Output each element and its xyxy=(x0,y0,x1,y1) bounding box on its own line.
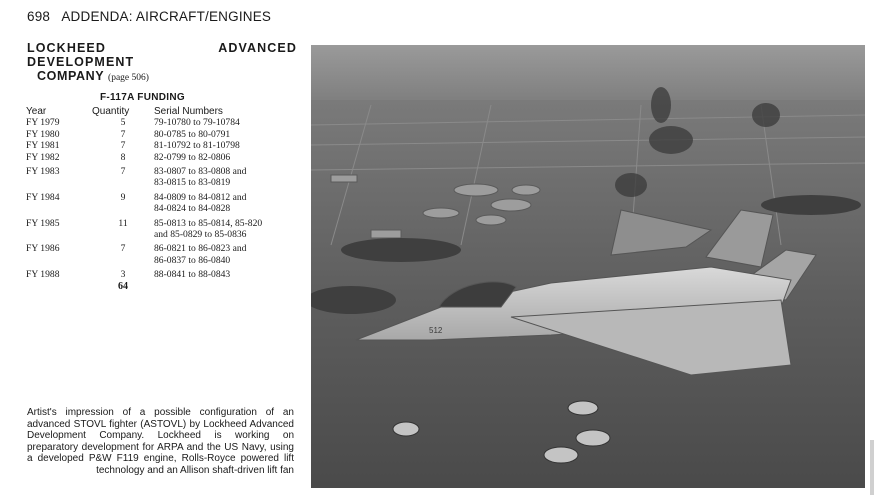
cell-serial-numbers: 88-0841 to 88-0843 xyxy=(154,269,231,281)
table-header-row xyxy=(26,106,324,117)
cell-serial-numbers: 82-0799 to 82-0806 xyxy=(154,151,231,163)
caption-line: Advanced Development Company. Lockheed is xyxy=(27,418,294,442)
cell-empty xyxy=(154,281,324,292)
cell-serial-numbers: 83-0815 to 83-0819 xyxy=(154,177,231,189)
cell-serial-numbers: 85-0813 to 85-0814, 85-820 xyxy=(154,217,263,229)
table-row xyxy=(26,140,324,151)
cell-year: FY 1985 xyxy=(26,217,60,229)
cell-year: FY 1986 xyxy=(26,243,60,255)
cell-quantity: 11 xyxy=(118,217,128,229)
aircraft-illustration xyxy=(311,45,865,488)
cell-year: FY 1988 xyxy=(26,269,60,281)
table-row xyxy=(26,129,324,140)
company-heading xyxy=(27,41,297,85)
cell-quantity: 7 xyxy=(120,128,126,140)
cell-year: FY 1983 xyxy=(26,166,60,178)
caption-line: Rolls-Royce powered lift technology and an Allison xyxy=(96,453,294,476)
table-row xyxy=(26,266,324,280)
page-number: 698 xyxy=(27,9,51,24)
cell-year xyxy=(26,177,92,188)
cell-year xyxy=(26,229,92,240)
funding-table xyxy=(26,106,324,292)
cell-serial-numbers: 83-0807 to 83-0808 and xyxy=(154,166,247,178)
table-row xyxy=(26,240,324,254)
cell-quantity: 7 xyxy=(120,243,126,255)
cell-year: FY 1979 xyxy=(26,117,60,129)
table-title: F-117A FUNDING xyxy=(100,92,185,103)
table-row xyxy=(26,189,324,203)
funding-table-body xyxy=(26,117,324,292)
photo-caption xyxy=(27,407,294,477)
cell-serial-numbers: and 85-0829 to 85-0836 xyxy=(154,229,247,241)
haze-sky xyxy=(311,45,865,105)
cell-serial-numbers: 84-0809 to 84-0812 and xyxy=(154,191,247,203)
page-header xyxy=(27,9,271,24)
company-name-line1: LOCKHEED ADVANCED DEVELOPMENT xyxy=(27,41,297,69)
total-row xyxy=(26,281,324,292)
cell-quantity: 8 xyxy=(120,151,126,163)
page-edge-shadow xyxy=(870,440,874,495)
caption-line: the US Navy, using a developed P&W F119 engine, xyxy=(27,441,294,465)
table-row xyxy=(26,229,324,240)
table-row xyxy=(26,117,324,128)
cell-year xyxy=(26,255,92,266)
caption-line: advanced STOVL fighter (ASTOVL) by Lockheed xyxy=(27,418,247,430)
company-name-line2: COMPANY xyxy=(37,69,104,83)
cell-quantity: 3 xyxy=(120,269,126,281)
table-row xyxy=(26,215,324,229)
cell-quantity: 7 xyxy=(120,140,126,152)
header-quantity: Quantity xyxy=(92,106,130,117)
header-serial-numbers: Serial Numbers xyxy=(154,106,223,117)
cell-serial-numbers: 79-10780 to 79-10784 xyxy=(154,117,240,129)
cell-year xyxy=(26,203,92,214)
header-year: Year xyxy=(26,106,47,117)
cell-empty xyxy=(26,281,92,292)
cell-quantity xyxy=(92,255,154,266)
caption-line: shaft-driven lift fan xyxy=(212,464,294,476)
cell-quantity: 5 xyxy=(120,117,126,129)
table-row xyxy=(26,255,324,266)
cell-quantity xyxy=(92,229,154,240)
cell-quantity xyxy=(92,177,154,188)
table-row xyxy=(26,163,324,177)
aircraft-marking: 512 xyxy=(429,326,443,335)
cell-serial-numbers: 86-0821 to 86-0823 and xyxy=(154,243,247,255)
cell-serial-numbers: 84-0824 to 84-0828 xyxy=(154,203,231,215)
section-title: ADDENDA: AIRCRAFT/ENGINES xyxy=(61,9,272,24)
caption-line: Artist's impression of a possible configuration of an xyxy=(27,407,294,418)
cell-year: FY 1981 xyxy=(26,140,60,152)
table-row xyxy=(26,203,324,214)
page-reference: (page 506) xyxy=(108,73,149,83)
caption-line: working on preparatory development for ARPA and xyxy=(27,430,295,453)
cell-serial-numbers: 80-0785 to 80-0791 xyxy=(154,128,231,140)
cell-year: FY 1984 xyxy=(26,191,60,203)
cell-quantity: 7 xyxy=(120,166,126,178)
table-row xyxy=(26,152,324,163)
aircraft-photo xyxy=(311,45,865,488)
company-name-line2-wrap xyxy=(27,69,297,85)
total-quantity: 64 xyxy=(118,280,128,292)
cell-year: FY 1980 xyxy=(26,128,60,140)
cell-serial-numbers: 86-0837 to 86-0840 xyxy=(154,254,231,266)
cell-quantity: 9 xyxy=(120,191,126,203)
cell-quantity xyxy=(92,203,154,214)
cell-year: FY 1982 xyxy=(26,151,60,163)
table-row xyxy=(26,177,324,188)
cell-serial-numbers: 81-10792 to 81-10798 xyxy=(154,140,240,152)
